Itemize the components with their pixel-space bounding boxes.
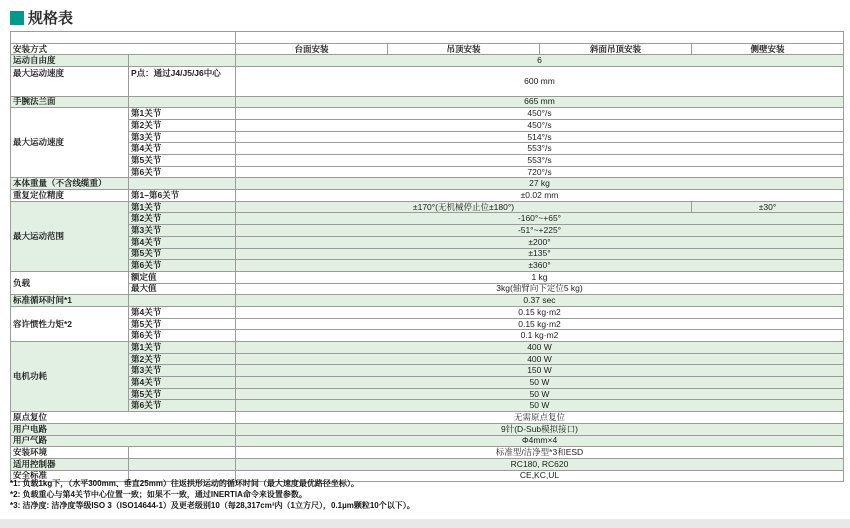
mount-column-tabletop: 台面安装 [236,43,388,55]
table-row [11,108,844,120]
table-row [11,423,844,435]
row-sublabel [129,447,236,459]
row-value: 553°/s [236,143,844,155]
table-row [11,365,844,377]
row-label: 用户电路 [11,423,236,435]
table-row [11,342,844,354]
row-value: ±135° [236,248,844,260]
table-row [11,143,844,155]
table-row [11,119,844,131]
row-value: 0.15 kg·m2 [236,306,844,318]
row-label: 电机功耗 [11,342,129,412]
row-value: 0.37 sec [236,295,844,307]
row-sublabel: 第4关节 [129,236,236,248]
row-sublabel: 第1关节 [129,342,236,354]
table-row [11,330,844,342]
row-sublabel [129,295,236,307]
row-value: 1 kg [236,271,844,283]
row-sublabel: 第1–第6关节 [129,190,236,202]
mount-column-incline-ceiling: 斜面吊顶安装 [540,43,692,55]
row-value: 标准型/洁净型*3和ESD [236,447,844,459]
table-row [11,213,844,225]
row-value: 无需原点复位 [236,412,844,424]
row-value-secondary: ±30° [692,201,844,213]
row-value: 50 W [236,377,844,389]
page-bottom-strip [0,519,850,528]
table-row [11,190,844,202]
row-value: 400 W [236,342,844,354]
row-label: 本体重量（不含线缆重） [11,178,129,190]
mount-column-wall: 侧壁安装 [692,43,844,55]
row-value: 600 mm [236,67,844,97]
footnote-2: *2: 负载重心与第4关节中心位置一致；如果不一致，通过INERTIA命令来设置参数。 [10,489,307,499]
row-value: CE,KC,UL [236,470,844,482]
table-row [11,283,844,295]
row-sublabel [129,458,236,470]
row-label: 标准循环时间*1 [11,295,129,307]
table-row [11,96,844,108]
row-sublabel: 第4关节 [129,306,236,318]
row-sublabel: 第1关节 [129,201,236,213]
row-value: 9针(D-Sub模拟接口) [236,423,844,435]
table-row [11,178,844,190]
row-value: 514°/s [236,131,844,143]
row-sublabel: 第6关节 [129,330,236,342]
model-header: C3 [236,32,844,44]
row-sublabel: 第6关节 [129,260,236,272]
section-bullet-icon [10,11,24,25]
row-sublabel: 第2关节 [129,353,236,365]
row-value: 553°/s [236,155,844,167]
table-row [11,447,844,459]
row-label: 安装环境 [11,447,129,459]
footnote-3: *3: 洁净度: 洁净度等级ISO 3（ISO14644-1）及更老级别10（每28,317cm³内（1立方尺），0.1µm颗粒10个以下）。 [10,500,415,510]
row-sublabel: 额定值 [129,271,236,283]
table-row [11,306,844,318]
row-sublabel: 第3关节 [129,365,236,377]
table-row [11,155,844,167]
row-label: 最大运动速度 [11,108,129,178]
table-row [11,67,844,97]
row-label: 安全标准 [11,470,129,482]
row-sublabel: 第5关节 [129,388,236,400]
row-value: ±200° [236,236,844,248]
table-row [11,412,844,424]
row-label: 最大运动范围 [11,201,129,271]
page-title [10,7,73,28]
row-value: RC180, RC620 [236,458,844,470]
row-value: -160°~+65° [236,213,844,225]
row-label: 用户气路 [11,435,236,447]
table-row [11,295,844,307]
table-row [11,318,844,330]
row-sublabel: 第6关节 [129,166,236,178]
row-label: 容许惯性力矩*2 [11,306,129,341]
row-label: 运动自由度 [11,55,129,67]
row-value: 450°/s [236,119,844,131]
row-value: 450°/s [236,108,844,120]
row-value: 0.1 kg·m2 [236,330,844,342]
row-sublabel: 第4关节 [129,377,236,389]
row-sublabel: 第4关节 [129,143,236,155]
row-sublabel: 最大值 [129,283,236,295]
row-label: 适用控制器 [11,458,129,470]
row-value: 665 mm [236,96,844,108]
page-title-text: 规格表 [28,10,74,27]
row-value: 27 kg [236,178,844,190]
row-sublabel [129,96,236,108]
table-row [11,353,844,365]
row-value: 50 W [236,388,844,400]
row-value: 6 [236,55,844,67]
footnote-1: *1: 负载1kg下，（水平300mm、垂直25mm）往返拱形运动的循环时间（最大速度最优路径坐标）。 [10,479,359,488]
row-sublabel [129,178,236,190]
table-row [11,248,844,260]
row-sublabel: 第3关节 [129,225,236,237]
table-row [11,166,844,178]
table-row [11,271,844,283]
row-value: 150 W [236,365,844,377]
row-sublabel: P点：通过J4/J5/J6中心 [129,67,236,97]
mount-column-ceiling: 吊顶安装 [388,43,540,55]
row-label: 负载 [11,271,129,294]
row-value: 720°/s [236,166,844,178]
row-value: ±0.02 mm [236,190,844,202]
row-label: 原点复位 [11,412,236,424]
spec-table [10,31,844,482]
row-sublabel [129,55,236,67]
row-label: 重复定位精度 [11,190,129,202]
row-value: 3kg(轴臂向下定位5 kg) [236,283,844,295]
table-row [11,377,844,389]
row-value: -51°~+225° [236,225,844,237]
table-row [11,55,844,67]
mount-row-label: 安装方式 [11,43,236,55]
table-row [11,225,844,237]
table-row [11,388,844,400]
row-sublabel: 第5关节 [129,155,236,167]
footnotes [10,479,415,511]
row-value: ±170°(无机械停止位±180°) [236,201,692,213]
row-sublabel: 第5关节 [129,248,236,260]
row-value: ±360° [236,260,844,272]
row-value: 50 W [236,400,844,412]
spec-table-body [11,32,844,482]
row-value: Φ4mm×4 [236,435,844,447]
table-row [11,260,844,272]
table-header-row [11,32,844,44]
row-sublabel: 第3关节 [129,131,236,143]
row-label: 手腕法兰面 [11,96,129,108]
table-row [11,400,844,412]
table-row [11,458,844,470]
row-sublabel: 第1关节 [129,108,236,120]
mount-row [11,43,844,55]
row-sublabel: 第2关节 [129,119,236,131]
row-value: 0.15 kg·m2 [236,318,844,330]
row-label: 最大运动速度 [11,67,129,97]
table-row [11,236,844,248]
row-sublabel: 第6关节 [129,400,236,412]
row-sublabel: 第2关节 [129,213,236,225]
header-corner-cell [11,32,236,44]
table-row [11,131,844,143]
table-row [11,435,844,447]
row-value: 400 W [236,353,844,365]
table-row [11,201,844,213]
row-sublabel: 第5关节 [129,318,236,330]
